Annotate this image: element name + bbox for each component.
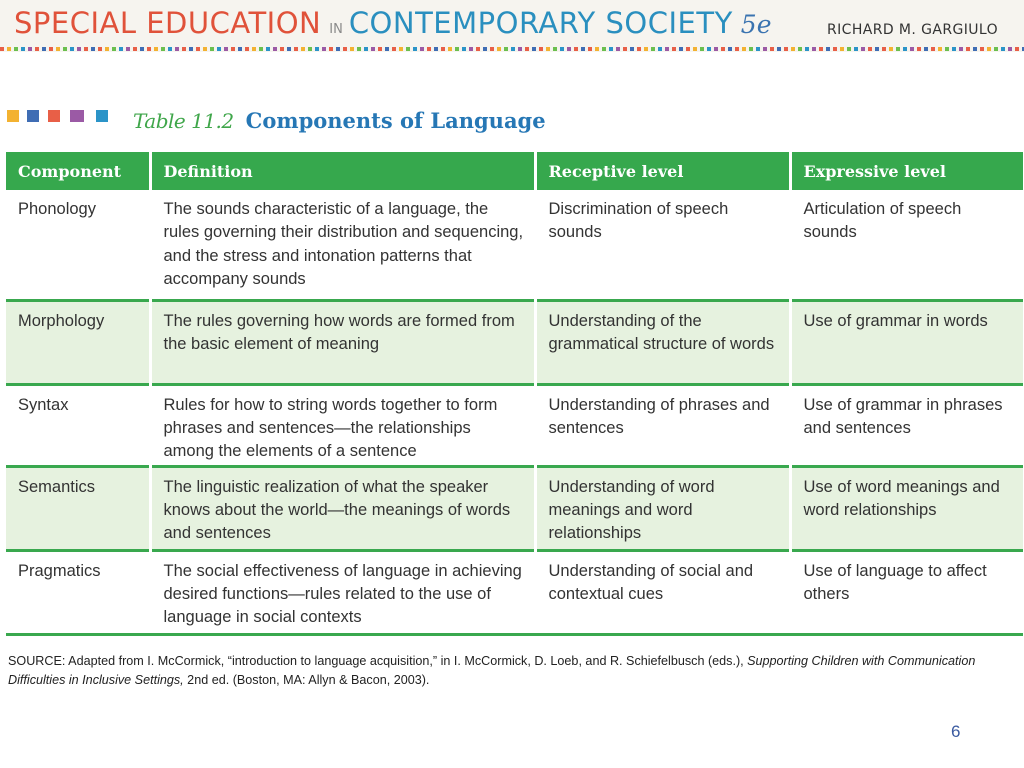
square-1 bbox=[7, 110, 19, 122]
square-4 bbox=[70, 110, 84, 122]
table-row bbox=[6, 190, 1023, 300]
cell-expressive: Use of language to affect others bbox=[790, 550, 1023, 634]
square-5 bbox=[96, 110, 108, 122]
cell-definition: The linguistic realization of what the speaker knows about the world—the meanings of words and sentences bbox=[150, 466, 535, 550]
column-header-definition: Definition bbox=[150, 152, 535, 190]
cell-definition: Rules for how to string words together to form phrases and sentences—the relationships among the elements of a sentence bbox=[150, 384, 535, 466]
source-book-title-1: Supporting Children with Communication bbox=[747, 654, 976, 668]
cell-definition: The sounds characteristic of a language, the rules governing their distribution and sequencing, and the stress and intonation patterns that accompany sounds bbox=[150, 190, 535, 300]
square-2 bbox=[27, 110, 39, 122]
cell-component: Morphology bbox=[6, 300, 150, 384]
header-band bbox=[0, 0, 1024, 52]
cell-receptive: Understanding of social and contextual cues bbox=[535, 550, 790, 634]
source-prefix: SOURCE: Adapted from I. McCormick, “introduction to language acquisition,” in I. McCormick, D. Loeb, and R. Schiefelbusch (eds.), bbox=[8, 654, 748, 668]
source-suffix: 2nd ed. (Boston, MA: Allyn & Bacon, 2003). bbox=[183, 673, 430, 687]
column-header-component: Component bbox=[6, 152, 150, 190]
book-author: RICHARD M. GARGIULO bbox=[827, 22, 998, 38]
cell-receptive: Understanding of the grammatical structure of words bbox=[535, 300, 790, 384]
cell-receptive: Understanding of word meanings and word relationships bbox=[535, 466, 790, 550]
book-title bbox=[14, 6, 772, 46]
table-row bbox=[6, 300, 1023, 384]
cell-component: Semantics bbox=[6, 466, 150, 550]
cell-component: Syntax bbox=[6, 384, 150, 466]
cell-component: Pragmatics bbox=[6, 550, 150, 634]
components-table bbox=[6, 152, 1023, 636]
cell-expressive: Use of word meanings and word relationships bbox=[790, 466, 1023, 550]
table-heading: Components of Language bbox=[245, 108, 546, 133]
cell-expressive: Use of grammar in words bbox=[790, 300, 1023, 384]
square-3 bbox=[48, 110, 60, 122]
table-number: Table 11.2 bbox=[133, 109, 234, 133]
book-title-in: IN bbox=[329, 22, 343, 37]
cell-receptive: Discrimination of speech sounds bbox=[535, 190, 790, 300]
cell-expressive: Use of grammar in phrases and sentences bbox=[790, 384, 1023, 466]
table-row bbox=[6, 384, 1023, 466]
table-title bbox=[133, 108, 546, 133]
source-book-title-2: Difficulties in Inclusive Settings, bbox=[8, 673, 184, 687]
book-edition: 5e bbox=[740, 10, 772, 39]
source-citation bbox=[8, 652, 1024, 690]
table-header-row bbox=[6, 152, 1023, 190]
book-title-part1: SPECIAL EDUCATION bbox=[14, 6, 322, 40]
column-header-expressive: Expressive level bbox=[790, 152, 1023, 190]
page-number: 6 bbox=[951, 722, 961, 741]
cell-component: Phonology bbox=[18, 200, 96, 218]
table-row bbox=[6, 550, 1023, 634]
cell-receptive: Understanding of phrases and sentences bbox=[535, 384, 790, 466]
table-row bbox=[6, 466, 1023, 550]
column-header-receptive: Receptive level bbox=[535, 152, 790, 190]
book-title-part2: CONTEMPORARY SOCIETY bbox=[348, 6, 733, 40]
cell-expressive: Articulation of speech sounds bbox=[790, 190, 1023, 300]
cell-definition: The social effectiveness of language in achieving desired functions—rules related to the use of language in social contexts bbox=[150, 550, 535, 634]
cell-definition: The rules governing how words are formed from the basic element of meaning bbox=[150, 300, 535, 384]
decorative-dot-border bbox=[0, 47, 1024, 51]
